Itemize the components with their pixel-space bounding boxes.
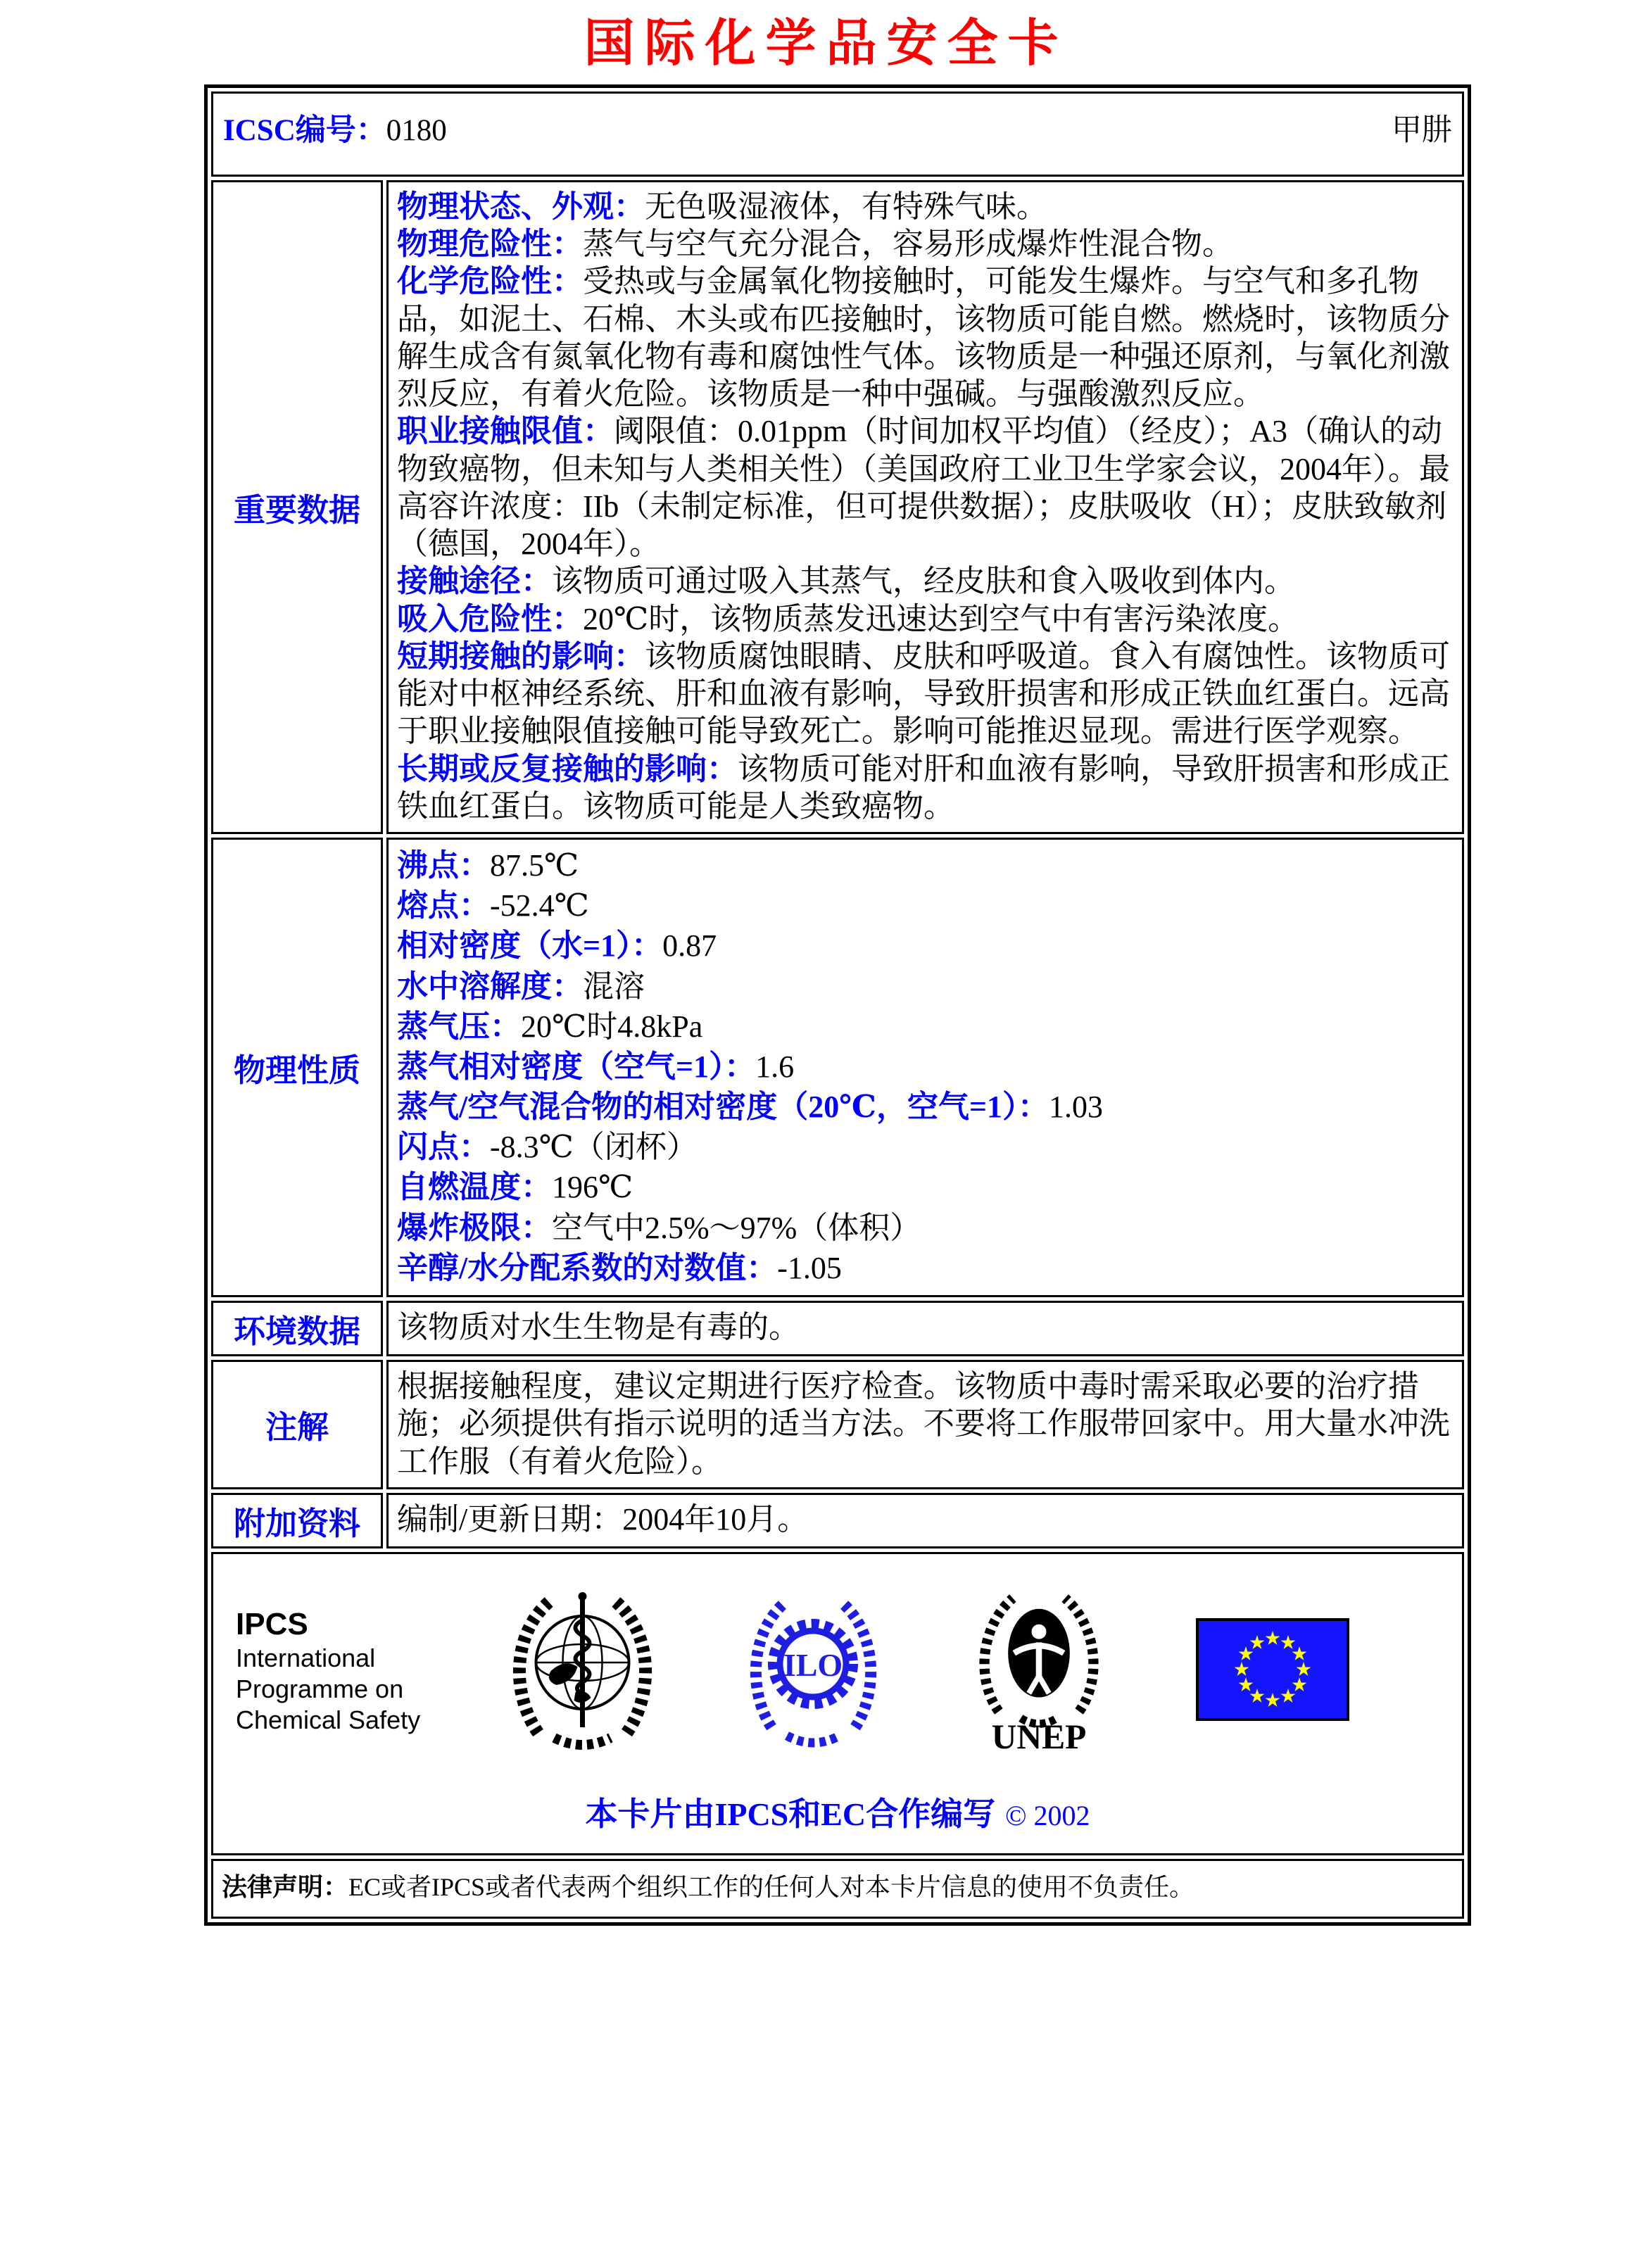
property-label: 蒸气压： xyxy=(397,1009,521,1044)
property-value: 1.03 xyxy=(1049,1090,1104,1125)
important-data-item xyxy=(397,600,1454,638)
property-label: 水中溶解度： xyxy=(397,969,583,1004)
icsc-number-label: ICSC编号： xyxy=(223,114,386,147)
ipcs-line: International xyxy=(236,1643,376,1672)
field-value: 受热或与金属氧化物接触时，可能发生爆炸。与空气和多孔物品，如泥土、石棉、木头或布匹接触时，该物质可能自燃。燃烧时，该物质分解生成含有氮氧化物有毒和腐蚀性气体。该物质是一种强还原剂，与氧化剂激烈反应，有着火危险。该物质是一种中强碱。与强酸激烈反应。 xyxy=(397,264,1450,412)
unep-logo-icon xyxy=(969,1578,1109,1765)
field-label: 接触途径： xyxy=(397,564,552,599)
environment-section-label: 环境数据 xyxy=(211,1301,383,1356)
property-value: 0.87 xyxy=(662,928,717,964)
environment-content: 该物质对水生生物是有毒的。 xyxy=(386,1301,1464,1356)
property-label: 熔点： xyxy=(397,888,490,923)
property-line xyxy=(397,1127,1454,1167)
field-value: 蒸气与空气充分混合，容易形成爆炸性混合物。 xyxy=(583,227,1233,262)
ipcs-line: Programme on xyxy=(236,1674,404,1703)
header-cell xyxy=(211,92,1464,177)
property-value: -1.05 xyxy=(777,1250,842,1285)
legal-cell xyxy=(211,1859,1464,1919)
property-value: 1.6 xyxy=(755,1049,795,1084)
property-value: -52.4℃ xyxy=(490,888,589,923)
header-row xyxy=(211,92,1464,177)
property-label: 相对密度（水=1）： xyxy=(397,928,663,964)
logos-cell xyxy=(211,1552,1464,1855)
cooperation-caption-text: 本卡片由IPCS和EC合作编写 xyxy=(585,1796,996,1832)
important-data-item xyxy=(397,562,1454,600)
important-data-item xyxy=(397,638,1454,750)
physical-properties-row xyxy=(211,838,1464,1297)
important-data-item xyxy=(397,750,1454,825)
field-label: 吸入危险性： xyxy=(397,601,583,636)
notes-section-label: 注解 xyxy=(211,1360,383,1489)
field-value: 该物质腐蚀眼睛、皮肤和呼吸道。食入有腐蚀性。该物质可能对中枢神经系统、肝和血液有影响，导致肝损害和形成正铁血红蛋白。远高于职业接触限值接触可能导致死亡。影响可能推迟显现。需进行医学观察。 xyxy=(397,638,1450,749)
property-value: -8.3℃（闭杯） xyxy=(490,1130,698,1165)
property-line xyxy=(397,845,1454,885)
additional-info-content: 编制/更新日期：2004年10月。 xyxy=(386,1493,1464,1548)
field-label: 化学危险性： xyxy=(397,264,583,299)
field-value: 无色吸湿液体，有特殊气味。 xyxy=(645,189,1047,224)
property-label: 爆炸极限： xyxy=(397,1210,552,1245)
important-data-section-label: 重要数据 xyxy=(211,180,383,834)
important-data-content xyxy=(386,180,1464,834)
property-line xyxy=(397,1047,1454,1087)
cooperation-caption xyxy=(227,1788,1448,1835)
ipcs-acronym: IPCS xyxy=(236,1607,308,1642)
property-line xyxy=(397,966,1454,1007)
property-label: 自燃温度： xyxy=(397,1170,552,1205)
property-line xyxy=(397,1087,1454,1127)
additional-info-row xyxy=(211,1493,1464,1548)
property-value: 196℃ xyxy=(552,1170,633,1205)
ipcs-line: Chemical Safety xyxy=(236,1705,421,1734)
physical-properties-section-label: 物理性质 xyxy=(211,838,383,1297)
additional-info-section-label: 附加资料 xyxy=(211,1493,383,1548)
property-label: 蒸气相对密度（空气=1）： xyxy=(397,1049,756,1084)
unep-logo-text: UNEP xyxy=(991,1717,1087,1756)
field-value: 阈限值：0.01ppm（时间加权平均值）（经皮）；A3（确认的动物致癌物，但未知与人类相关性）（美国政府工业卫生学家会议，2004年）。最高容许浓度：IIb（未制定标准，但可提供数据）；皮肤吸收（H）；皮肤致敏剂（德国，2004年）。 xyxy=(397,414,1450,562)
important-data-item xyxy=(397,225,1454,263)
logos-row xyxy=(211,1552,1464,1855)
notes-row xyxy=(211,1360,1464,1489)
property-label: 闪点： xyxy=(397,1130,490,1165)
field-label: 短期接触的影响： xyxy=(397,638,645,674)
eu-flag-icon xyxy=(1196,1618,1349,1724)
icsc-number-group xyxy=(223,106,447,149)
property-value: 混溶 xyxy=(583,969,645,1004)
property-line xyxy=(397,926,1454,966)
field-label: 物理危险性： xyxy=(397,227,583,262)
property-line xyxy=(397,1208,1454,1248)
important-data-item xyxy=(397,188,1454,225)
property-line xyxy=(397,1248,1454,1288)
field-label: 长期或反复接触的影响： xyxy=(397,751,738,786)
important-data-item xyxy=(397,412,1454,562)
field-value: 20℃时，该物质蒸发迅速达到空气中有害污染浓度。 xyxy=(583,601,1299,636)
property-label: 沸点： xyxy=(397,847,490,883)
property-value: 空气中2.5%～97%（体积） xyxy=(552,1210,921,1245)
field-value: 该物质可通过吸入其蒸气，经皮肤和食入吸收到体内。 xyxy=(552,564,1295,599)
ilo-logo-icon xyxy=(745,1586,882,1755)
field-label: 职业接触限值： xyxy=(397,414,614,449)
page-title: 国际化学品安全卡 xyxy=(584,15,1068,72)
field-value: 该物质可能对肝和血液有影响，导致肝损害和形成正铁血红蛋白。该物质可能是人类致癌物。 xyxy=(397,751,1450,824)
property-value: 20℃时4.8kPa xyxy=(521,1009,703,1044)
icsc-number-value: 0180 xyxy=(386,114,447,147)
field-label: 物理状态、外观： xyxy=(397,189,645,224)
property-line xyxy=(397,1167,1454,1207)
icsc-card-table xyxy=(204,84,1471,1926)
property-label: 辛醇/水分配系数的对数值： xyxy=(397,1250,778,1285)
important-data-item xyxy=(397,263,1454,412)
physical-properties-content xyxy=(386,838,1464,1297)
ilo-logo-text: ILO xyxy=(783,1647,843,1684)
who-logo-icon xyxy=(507,1586,658,1755)
important-data-row xyxy=(211,180,1464,834)
legal-text: EC或者IPCS或者代表两个组织工作的任何人对本卡片信息的使用不负责任。 xyxy=(348,1872,1195,1901)
property-label: 蒸气/空气混合物的相对密度（20℃，空气=1）： xyxy=(397,1090,1049,1125)
ipcs-text-block xyxy=(236,1607,420,1735)
legal-row xyxy=(211,1859,1464,1919)
chemical-name: 甲肼 xyxy=(1392,114,1452,147)
legal-label: 法律声明： xyxy=(222,1872,349,1901)
notes-content: 根据接触程度，建议定期进行医疗检查。该物质中毒时需采取必要的治疗措施；必须提供有指示说明的适当方法。不要将工作服带回家中。用大量水冲洗工作服（有着火危险）。 xyxy=(386,1360,1464,1489)
copyright-text: © 2002 xyxy=(1005,1799,1090,1831)
property-line xyxy=(397,885,1454,926)
environment-row xyxy=(211,1301,1464,1356)
property-value: 87.5℃ xyxy=(490,847,579,883)
property-line xyxy=(397,1007,1454,1047)
